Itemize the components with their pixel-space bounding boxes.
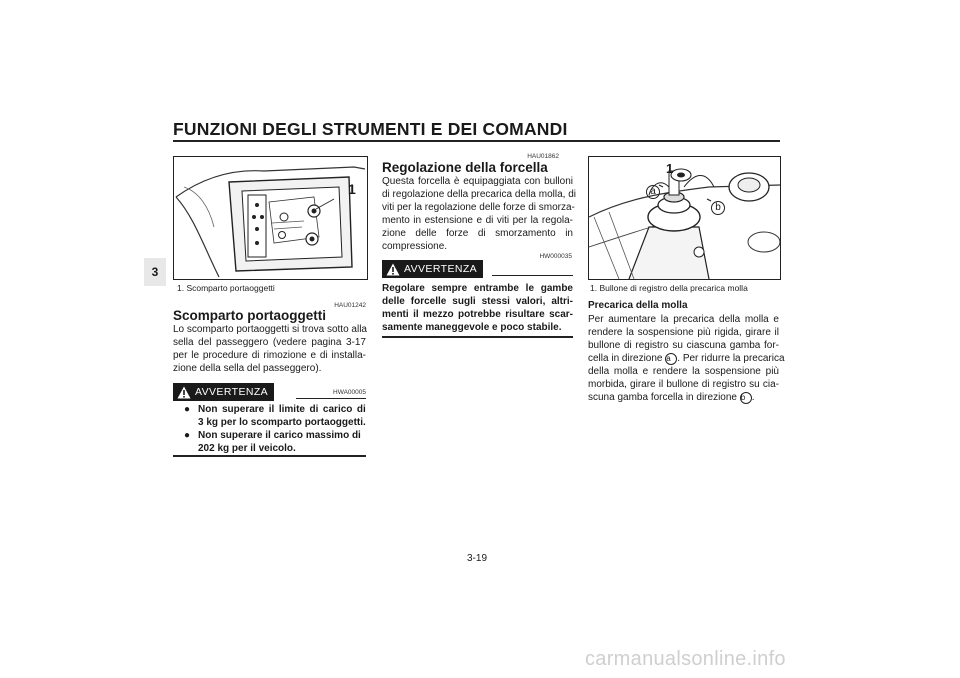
section2-warning-line: samente maneggevole e poco stabile. [382, 322, 562, 333]
section1-title: Scomparto portaoggetti [173, 308, 327, 323]
bullet-icon: ● [184, 404, 191, 415]
section1-body [173, 323, 366, 375]
figure-fork-adjuster [588, 156, 781, 280]
section1-warning-bullets [184, 403, 366, 455]
section3-line: della molla e rendere la sospensione più [588, 366, 779, 377]
section1-line: zione della sella del passeggero). [173, 363, 322, 374]
bullet-line: 202 kg per il veicolo. [198, 443, 296, 454]
warning-label [382, 260, 483, 278]
section1-warning-code: HWA00005 [333, 389, 366, 396]
storage-compartment-illustration [174, 157, 367, 279]
bullet-line: Non superare il carico massimo di [198, 430, 361, 441]
page-number: 3-19 [467, 553, 488, 564]
section3-body [588, 313, 785, 404]
warning-triangle-icon [386, 263, 400, 276]
section3-line: bullone di registro su ciascuna gamba for- [588, 340, 779, 351]
section3-line: Per aumentare la precarica della molla e [588, 314, 779, 325]
section2-code: HAU01862 [527, 153, 559, 160]
figure2-caption: 1. Bullone di registro della precarica molla [590, 283, 748, 293]
direction-b-marker: b [740, 392, 752, 404]
section2-warning-line: delle forcelle sugli stessi valori, altri- [382, 296, 573, 307]
bullet-line: 3 kg per lo scomparto portaoggetti. [198, 417, 366, 428]
header-rule [173, 140, 780, 142]
watermark: carmanualsonline.info [585, 648, 786, 670]
section2-line: di regolazione della precarica della molla, di [382, 189, 576, 200]
section3-title: Precarica della molla [588, 300, 688, 311]
warning-label-text: AVVERTENZA [404, 263, 478, 275]
figure1-callout: 1 [348, 181, 356, 197]
section3-line: morbida, girare il bullone di registro su cia- [588, 379, 779, 390]
section1-warning-end-rule [173, 455, 366, 457]
section2-body [382, 175, 576, 253]
figure2-callout-b: b [711, 201, 725, 215]
figure1-caption: 1. Scomparto portaoggetti [177, 283, 275, 293]
section2-warning-code: HW000035 [539, 253, 572, 260]
figure2-callout-1: 1 [666, 161, 674, 176]
warning-label-text: AVVERTENZA [195, 386, 269, 398]
direction-a-marker: a [665, 353, 677, 365]
section2-warning-body [382, 282, 573, 334]
figure-storage-compartment [173, 156, 368, 280]
section2-warning-end-rule [382, 336, 573, 338]
section2-line: Questa forcella è equipaggiata con bulloni [382, 176, 573, 187]
section1-line: sella del passeggero (vedere pagina 3-17 [173, 337, 366, 348]
section2-line: mento in estensione e di viti per la regola- [382, 215, 573, 226]
section1-warning-rule [296, 398, 366, 399]
warning-triangle-icon [177, 386, 191, 399]
section2-warning-line: menti il mezzo potrebbe risultare scar- [382, 309, 573, 320]
page-title: FUNZIONI DEGLI STRUMENTI E DEI COMANDI [173, 119, 568, 139]
warning-bullet [184, 403, 366, 429]
section2-warning-rule [492, 275, 573, 276]
section1-line: Lo scomparto portaoggetti si trova sotto alla [173, 324, 367, 335]
section2-warning-line: Regolare sempre entrambe le gambe [382, 283, 573, 294]
section1-code: HAU01242 [334, 302, 366, 309]
chapter-tab [144, 258, 166, 286]
warning-bullet [184, 429, 366, 455]
section2-line: compressione. [382, 241, 448, 252]
fork-adjuster-illustration [589, 157, 780, 279]
warning-label [173, 383, 274, 401]
figure2-callout-a: a [646, 185, 660, 199]
bullet-line: Non superare il limite di carico di [198, 404, 366, 415]
section2-line: viti per la regolazione delle forze di smorza- [382, 202, 575, 213]
section2-line: zione delle forze di smorzamento in [382, 228, 573, 239]
section3-line: cella in direzione a . Per ridurre la precarica [588, 353, 785, 364]
section1-line: per le procedure di rimozione e di installa- [173, 350, 366, 361]
section3-line: scuna gamba forcella in direzione b . [588, 392, 755, 403]
bullet-icon: ● [184, 430, 191, 441]
section2-title: Regolazione della forcella [382, 160, 548, 175]
chapter-number: 3 [151, 265, 159, 279]
section3-line: rendere la sospensione più rigida, girare il [588, 327, 779, 338]
